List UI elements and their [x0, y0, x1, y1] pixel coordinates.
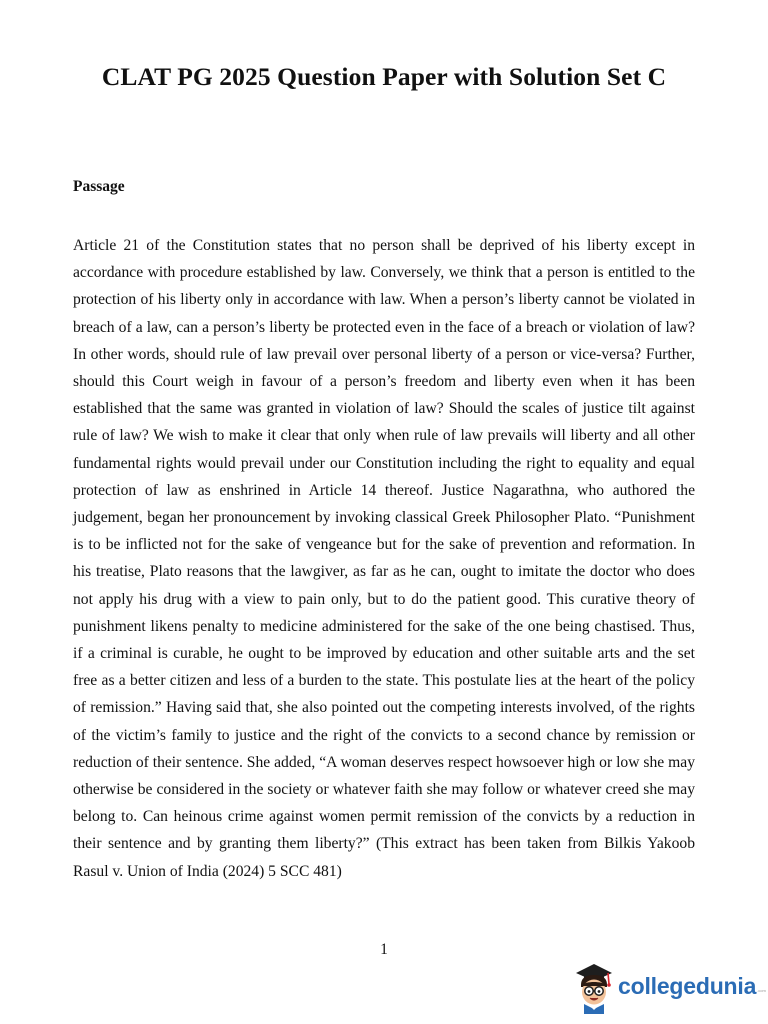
passage-text: Article 21 of the Constitution states that no person shall be deprived of his liberty except in accordance with procedure established by law. Conversely, we think that a person is entitled to the protection of his liberty only in accordance with law. When a person’s liberty cannot be violated in breach of a law, can a person’s liberty be protected even in the face of a breach or violation of law? In other words, should rule of law prevail over personal liberty of a person or vice-versa? Further, should this Court weigh in favour of a person’s freedom and liberty even when it has been established that the same was granted in violation of law? Should the scales of justice tilt against rule of law? We wish to make it clear that only when rule of law prevails will liberty and all other fundamental rights would prevail under our Constitution including the right to equality and equal protection of law as enshrined in Article 14 thereof. Justice Nagarathna, who authored the judgement, began her pronouncement by invoking classical Greek Philosopher Plato. “Punishment is to be inflicted not for the sake of vengeance but for the sake of prevention and reformation. In his treatise, Plato reasons that the lawgiver, as far as he can, ought to imitate the doctor who does not apply his drug with a view to pain only, but to do the patient good. This curative theory of punishment likens penalty to medicine administered for the sake of the one being chastised. Thus, if a criminal is curable, he ought to be improved by education and other suitable arts and the set free as a better citizen and less of a burden to the state. This postulate lies at the heart of the policy of remission.” Having said that, she also pointed out the competing interests involved, of the rights of the victim’s family to justice and the right of the convicts to a second chance by remission or reduction of their sentence. She added, “A woman deserves respect howsoever high or low she may otherwise be considered in the society or whatever faith she may follow or whatever creed she may belong to. Can heinous crime against women permit remission of the convicts by a reduction in their sentence and by granting them liberty?” (This extract has been taken from Bilkis Yakoob Rasul v. Union of India (2024) 5 SCC 481): [73, 237, 695, 880]
brand-name: collegedunia: [618, 972, 757, 999]
graduate-mascot-icon: [572, 958, 616, 1014]
collegedunia-logo[interactable]: [572, 958, 766, 1014]
page-title: CLAT PG 2025 Question Paper with Solution Set C: [101, 62, 667, 91]
section-heading: Passage: [73, 178, 125, 195]
page-number: 1: [380, 941, 388, 958]
brand-tld: .com: [757, 987, 766, 993]
